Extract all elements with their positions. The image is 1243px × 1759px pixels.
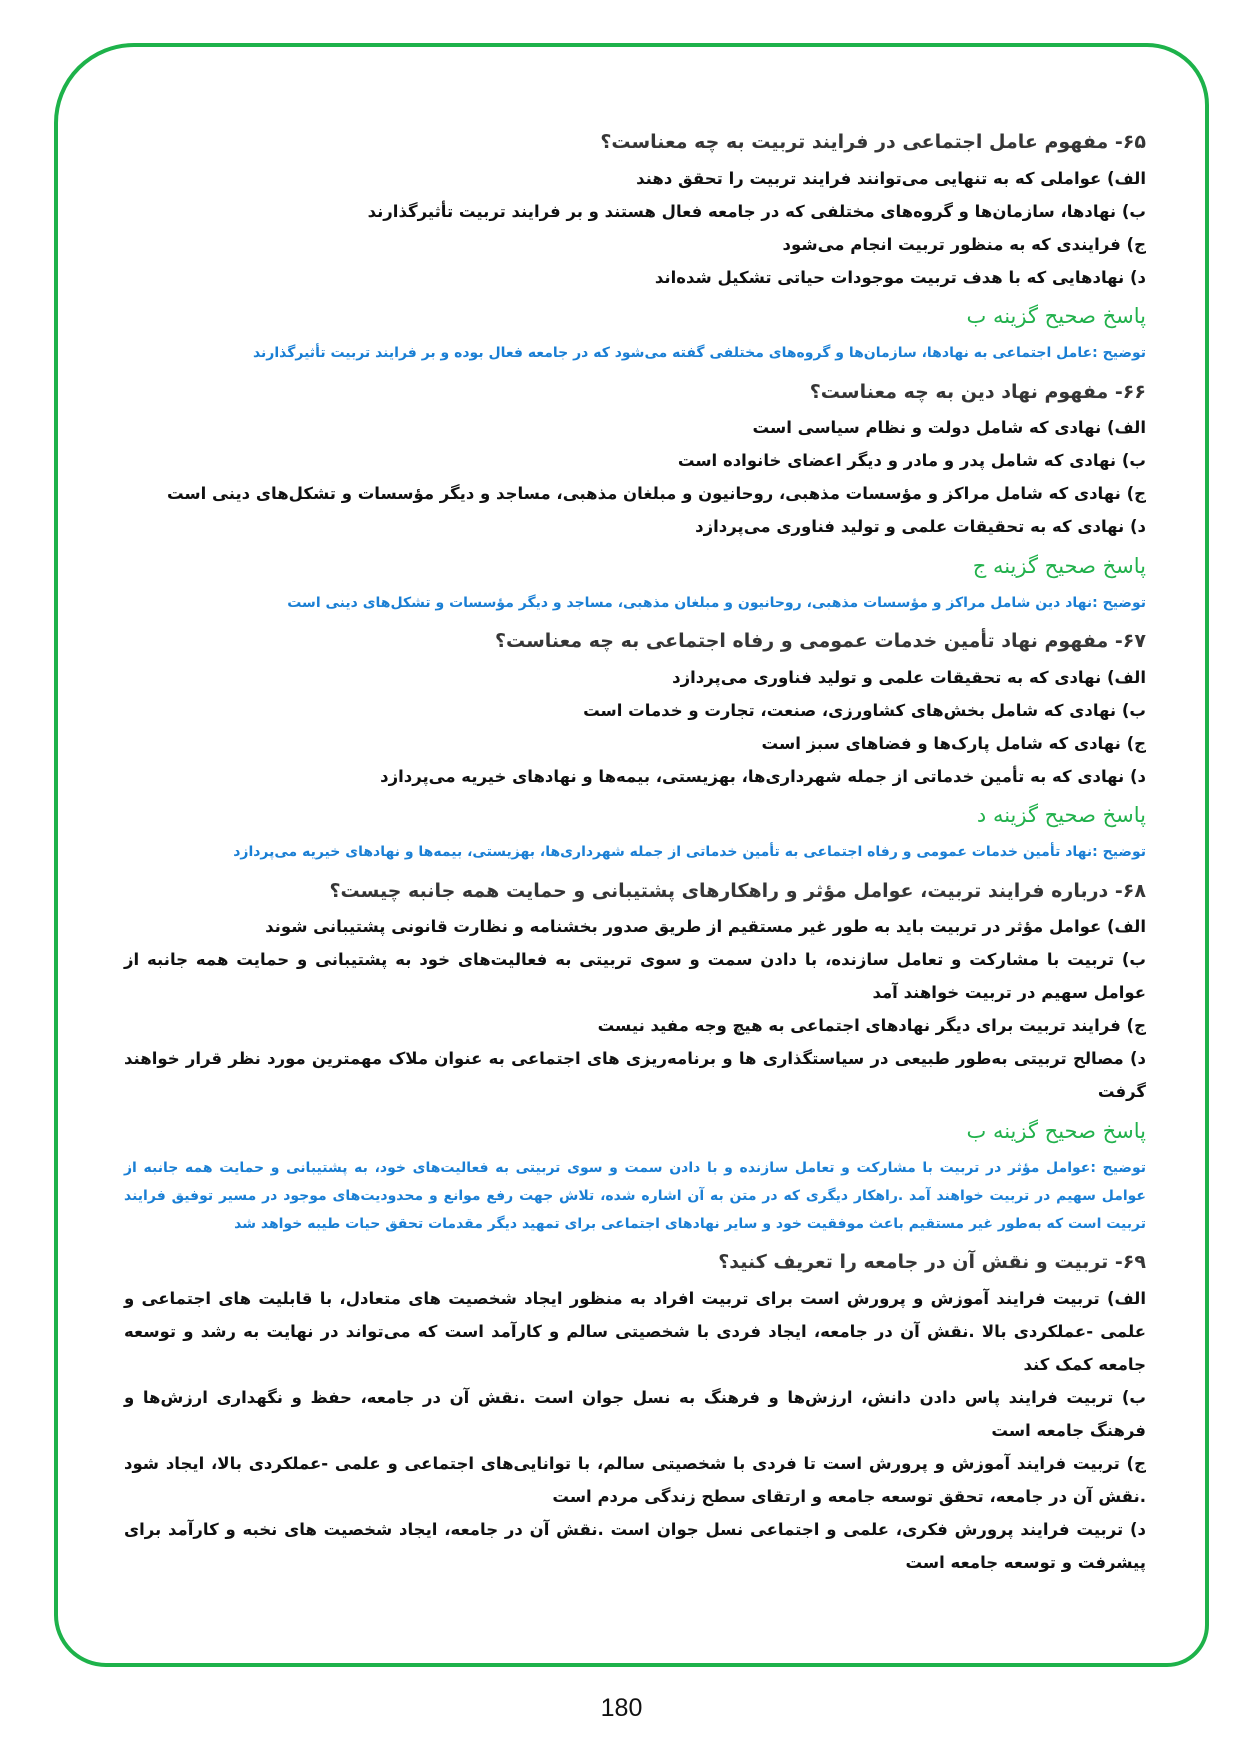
question-65 (124, 124, 1146, 367)
question-title: ۶۷- مفهوم نهاد تأمین خدمات عمومی و رفاه اجتماعی به چه معناست؟ (494, 630, 1146, 652)
explanation: توضیح :نهاد تأمین خدمات عمومی و رفاه اجتماعی به تأمین خدماتی از جمله شهرداری‌ها، بهزیستی، بیمه‌ها و نهادهای خیریه می‌پردازد (233, 844, 1146, 860)
correct-answer: پاسخ صحیح گزینه ب (966, 304, 1146, 328)
question-list (124, 124, 1146, 1579)
option-alef: الف) عواملی که به تنهایی می‌توانند فرایند تربیت را تحقق دهند (636, 168, 1146, 188)
correct-answer: پاسخ صحیح گزینه ج (972, 553, 1146, 578)
option-be: ب) نهادی که شامل پدر و مادر و دیگر اعضای خانواده است (677, 451, 1146, 470)
correct-answer: پاسخ صحیح گزینه ب (966, 1118, 1146, 1143)
option-be: ب) تربیت با مشارکت و تعامل سازنده، با دادن سمت و سوی تربیتی به فعالیت‌های خود به پشتیبانی و حمایت همه جانبه از عوامل سهیم در تربیت خواهند آمد (124, 950, 1146, 1002)
question-title: ۶۸- درباره فرایند تربیت، عوامل مؤثر و راهکارهای پشتیبانی و حمایت همه جانبه چیست؟ (329, 879, 1146, 902)
option-dal: د) نهادی که به تحقیقات علمی و تولید فناوری می‌پردازد (695, 517, 1146, 536)
question-69 (124, 1244, 1146, 1579)
explanation: توضیح :عامل اجتماعی به نهادها، سازمان‌ها و گروه‌های مختلفی گفته می‌شود که در جامعه فعال بوده و بر فرایند تربیت تأثیرگذارند (252, 345, 1146, 361)
option-dal: د) نهادی که به تأمین خدماتی از جمله شهرداری‌ها، بهزیستی، بیمه‌ها و نهادهای خیریه می‌پردازد (380, 766, 1146, 786)
option-dal: د) مصالح تربیتی به‌طور طبیعی در سیاستگذاری ها و برنامه‌ریزی های اجتماعی به عنوان ملاک مهمترین مورد نظر قرار خواهند گرفت (124, 1049, 1146, 1101)
option-be: ب) نهادها، سازمان‌ها و گروه‌های مختلفی که در جامعه فعال هستند و بر فرایند تربیت تأثیرگذارند (367, 201, 1146, 221)
option-alef: الف) تربیت فرایند آموزش و پرورش است برای تربیت افراد به منظور ایجاد شخصیت های متعادل، با قابلیت های اجتماعی و علمی -عملکردی بالا .نقش آن در جامعه، ایجاد فردی با شخصیتی سالم و کارآمد است که می‌تواند در نهایت به رشد و توسعه جامعه کمک کند (124, 1288, 1146, 1374)
option-alef: الف) نهادی که به تحقیقات علمی و تولید فناوری می‌پردازد (672, 667, 1146, 687)
page-number: 180 (600, 1694, 643, 1722)
option-jim: ج) نهادی که شامل پارک‌ها و فضاهای سبز است (761, 733, 1146, 753)
question-title: ۶۵- مفهوم عامل اجتماعی در فرایند تربیت به چه معناست؟ (600, 131, 1146, 153)
option-jim: ج) نهادی که شامل مراکز و مؤسسات مذهبی، روحانیون و مبلغان مذهبی، مساجد و دیگر مؤسسات و تشکل‌های دینی است (166, 484, 1146, 503)
option-jim: ج) فرایندی که به منظور تربیت انجام می‌شود (782, 234, 1146, 254)
option-alef: الف) نهادی که شامل دولت و نظام سیاسی است (752, 418, 1146, 437)
question-67 (124, 623, 1146, 866)
correct-answer: پاسخ صحیح گزینه د (976, 803, 1146, 827)
explanation: توضیح :نهاد دین شامل مراکز و مؤسسات مذهبی، روحانیون و مبلغان مذهبی، مساجد و دیگر مؤسسات و تشکل‌های دینی است (287, 594, 1146, 611)
option-dal: د) نهادهایی که با هدف تربیت موجودات حیاتی تشکیل شده‌اند (654, 267, 1146, 287)
option-jim: ج) تربیت فرایند آموزش و پرورش است تا فردی با شخصیتی سالم، با توانایی‌های اجتماعی و علمی -عملکردی بالا، ایجاد شود .نقش آن در جامعه، تحقق توسعه جامعه و ارتقای سطح زندگی مردم است (124, 1453, 1146, 1506)
question-66 (124, 374, 1146, 617)
question-title: ۶۶- مفهوم نهاد دین به چه معناست؟ (809, 380, 1146, 403)
option-alef: الف) عوامل مؤثر در تربیت باید به طور غیر مستقیم از طریق صدور بخشنامه و نظارت قانونی پشتیبانی شوند (265, 917, 1146, 936)
question-68 (124, 873, 1146, 1238)
option-jim: ج) فرایند تربیت برای دیگر نهادهای اجتماعی به هیچ وجه مفید نیست (597, 1016, 1146, 1035)
question-title: ۶۹- تربیت و نقش آن در جامعه را تعریف کنید؟ (718, 1251, 1146, 1273)
option-be: ب) نهادی که شامل بخش‌های کشاورزی، صنعت، تجارت و خدمات است (583, 700, 1146, 720)
explanation: توضیح :عوامل مؤثر در تربیت با مشارکت و تعامل سازنده و با دادن سمت و سوی تربیتی به فعالیت‌های خود، به پشتیبانی و حمایت همه جانبه از عوامل سهیم در تربیت خواهند آمد .راهکار دیگری که در متن به آن اشاره شده، تلاش جهت رفع موانع و محدودیت‌های موجود در مسیر توفیق فرایند تربیت است که به‌طور غیر مستقیم باعث موفقیت خود و سایر نهادهای اجتماعی برای تمهید دیگر مقدمات تحقق حیات طیبه خواهد شد (124, 1159, 1146, 1232)
option-be: ب) تربیت فرایند پاس دادن دانش، ارزش‌ها و فرهنگ به نسل جوان است .نقش آن در جامعه، حفظ و نگهداری ارزش‌ها و فرهنگ جامعه است (124, 1387, 1146, 1440)
option-dal: د) تربیت فرایند پرورش فکری، علمی و اجتماعی نسل جوان است .نقش آن در جامعه، ایجاد شخصیت های نخبه و کارآمد برای پیشرفت و توسعه جامعه است (124, 1519, 1146, 1572)
